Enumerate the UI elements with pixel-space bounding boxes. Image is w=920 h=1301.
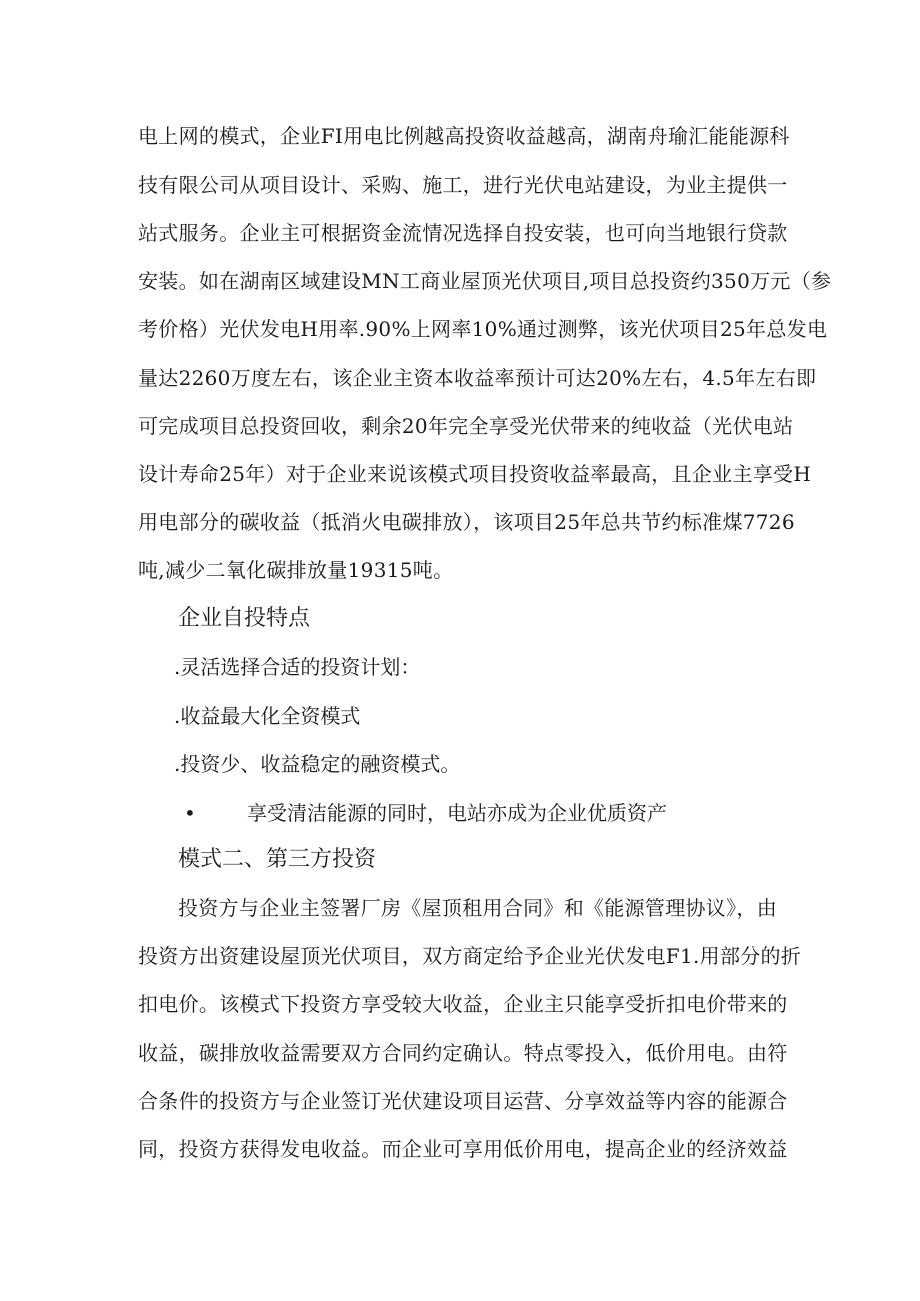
paragraph-line: 用电部分的碳收益（抵消火电碳排放），该项目25年总共节约标准煤7726 bbox=[138, 510, 795, 534]
list-item: .灵活选择合适的投资计划： bbox=[174, 655, 421, 679]
paragraph-line: 站式服务。企业主可根据资金流情况选择自投安装，也可向当地银行贷款 bbox=[138, 221, 788, 245]
paragraph-line: 合条件的投资方与企业签订光伏建设项目运营、分享效益等内容的能源合 bbox=[138, 1089, 788, 1113]
paragraph-line: 电上网的模式，企业FI用电比例越高投资收益越高，湖南舟瑜汇能能源科 bbox=[138, 124, 790, 148]
paragraph-line: 扣电价。该模式下投资方享受较大收益，企业主只能享受折扣电价带来的 bbox=[138, 992, 788, 1016]
section-heading-third-party-investment: 模式二、第三方投资 bbox=[178, 847, 377, 872]
paragraph-line: 技有限公司从项目设计、采购、施工，进行光伏电站建设，为业主提供一 bbox=[138, 173, 788, 197]
paragraph-line: 投资方与企业主签署厂房《屋顶租用合同》和《能源管理协议》，由 bbox=[178, 896, 777, 920]
paragraph-line: 投资方出资建设屋顶光伏项目，双方商定给予企业光伏发电F1.用部分的折 bbox=[138, 944, 802, 968]
list-item: .收益最大化全资模式 bbox=[174, 704, 361, 728]
paragraph-line: 量达2260万度左右，该企业主资本收益率预计可达20%左右，4.5年左右即 bbox=[138, 366, 817, 390]
paragraph-line: 可完成项目总投资回收，剩余20年完全享受光伏带来的纯收益（光伏电站 bbox=[138, 414, 794, 438]
section-heading-self-investment: 企业自投特点 bbox=[178, 606, 311, 631]
paragraph-line: 收益，碳排放收益需要双方合同约定确认。特点零投入，低价用电。由符 bbox=[138, 1041, 788, 1065]
bullet-item: 享受清洁能源的同时，电站亦成为企业优质资产 bbox=[247, 801, 667, 825]
list-item: .投资少、收益稳定的融资模式。 bbox=[174, 752, 461, 776]
paragraph-line: 同，投资方获得发电收益。而企业可享用低价用电，提高企业的经济效益 bbox=[138, 1137, 788, 1161]
paragraph-line: 设计寿命25年）对于企业来说该模式项目投资收益率最高，且企业主享受H bbox=[138, 462, 812, 486]
paragraph-line: 安装。如在湖南区域建设MN工商业屋顶光伏项目,项目总投资约350万元（参 bbox=[138, 269, 832, 293]
bullet-icon: • bbox=[184, 801, 196, 825]
paragraph-line: 吨,减少二氧化碳排放量19315吨。 bbox=[138, 558, 454, 582]
paragraph-line: 考价格）光伏发电H用率.90%上网率10%通过测弊，该光伏项目25年总发电 bbox=[138, 317, 828, 341]
